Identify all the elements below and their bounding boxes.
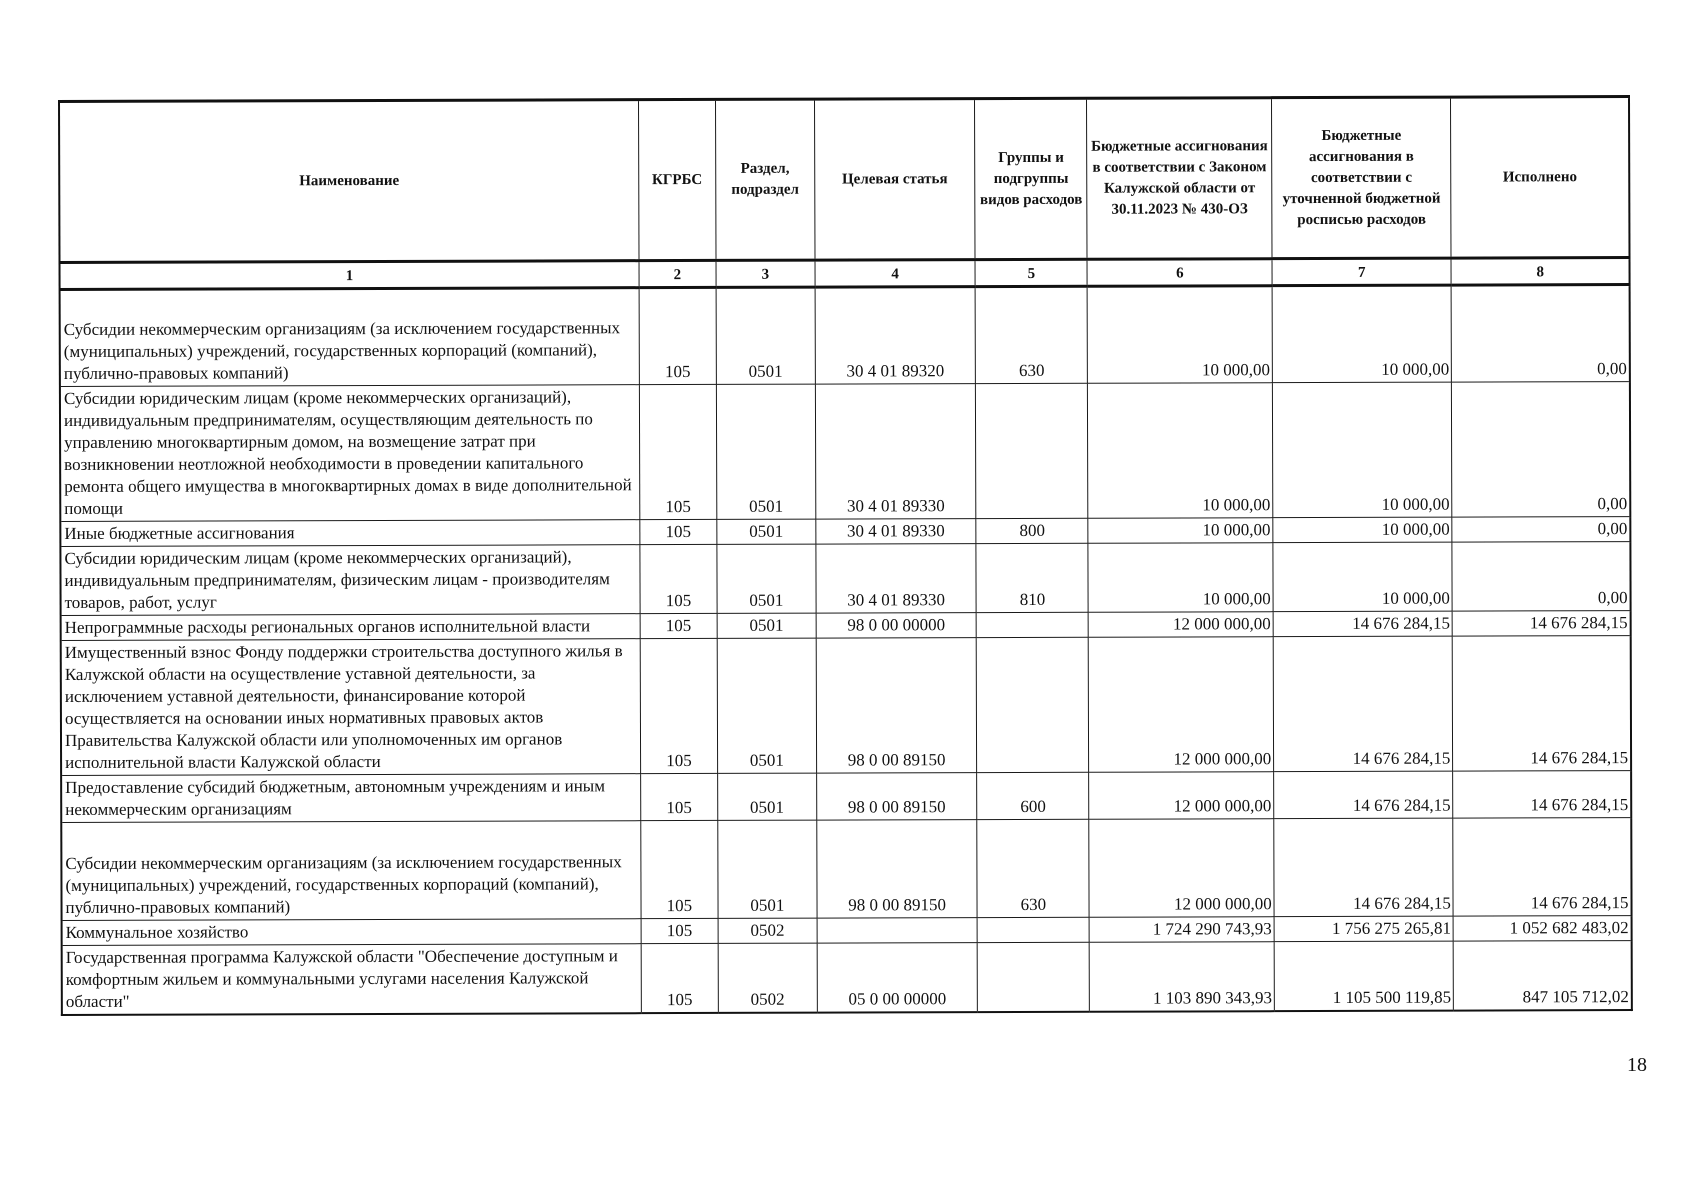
column-header-executed: Исполнено (1451, 97, 1630, 259)
row-law-allocation: 10 000,00 (1088, 518, 1273, 544)
table-row (60, 382, 1630, 522)
page-number: 18 (1627, 1054, 1647, 1076)
column-number: 6 (1087, 259, 1272, 287)
row-section: 0501 (717, 519, 816, 544)
table-row (61, 818, 1631, 921)
row-section: 0501 (718, 820, 817, 918)
row-target-article: 30 4 01 89330 (816, 544, 977, 614)
row-kgrbs: 105 (641, 943, 718, 1013)
row-law-allocation: 12 000 000,00 (1089, 612, 1274, 638)
row-kgrbs: 105 (640, 519, 717, 544)
row-kgrbs: 105 (640, 613, 717, 638)
row-refined-allocation: 1 756 275 265,81 (1274, 916, 1453, 942)
row-executed: 0,00 (1452, 382, 1631, 518)
budget-execution-table (58, 95, 1633, 1016)
row-target-article (817, 918, 978, 944)
column-header-expense-group: Группы и подгруппы видов расходов (975, 98, 1088, 259)
table-row (60, 285, 1630, 387)
row-section: 0501 (716, 384, 815, 519)
row-name: Субсидии некоммерческим организациям (за исключением государственных (муниципальных) учреждений, государственных корпораций (компаний), публично-правовых компаний) (61, 821, 641, 921)
row-executed: 1 052 682 483,02 (1453, 916, 1631, 942)
row-executed: 0,00 (1451, 285, 1629, 383)
row-executed: 14 676 284,15 (1452, 611, 1630, 637)
row-target-article: 98 0 00 00000 (816, 613, 977, 639)
row-executed: 0,00 (1452, 542, 1630, 612)
row-kgrbs: 105 (641, 820, 718, 918)
row-law-allocation: 10 000,00 (1088, 543, 1273, 613)
row-kgrbs: 105 (640, 638, 717, 773)
column-header-refined-allocation: Бюджетные ассигнования в соответствии с уточненной бюджетной росписью расходов (1272, 97, 1452, 259)
column-number: 7 (1272, 258, 1451, 286)
row-executed: 0,00 (1452, 517, 1630, 543)
row-expense-group: 800 (976, 518, 1088, 543)
header-row (59, 97, 1629, 263)
row-section: 0501 (717, 773, 816, 820)
row-expense-group: 600 (977, 772, 1089, 819)
row-law-allocation: 12 000 000,00 (1089, 637, 1274, 773)
row-kgrbs: 105 (641, 918, 718, 943)
row-expense-group (976, 612, 1088, 637)
row-kgrbs: 105 (639, 287, 716, 384)
row-law-allocation: 12 000 000,00 (1089, 819, 1274, 918)
column-header-law-allocation: Бюджетные ассигнования в соответствии с Законом Калужской области от 30.11.2023 № 430-ОЗ (1087, 98, 1272, 260)
row-expense-group (977, 942, 1089, 1012)
row-executed: 14 676 284,15 (1453, 818, 1631, 917)
row-target-article: 98 0 00 89150 (817, 820, 978, 919)
row-section: 0501 (717, 638, 816, 773)
row-kgrbs: 105 (639, 384, 716, 519)
row-section: 0502 (718, 918, 817, 943)
row-refined-allocation: 10 000,00 (1273, 382, 1453, 518)
column-header-target-article: Целевая статья (814, 99, 975, 261)
row-target-article: 98 0 00 89150 (816, 638, 977, 774)
row-name: Иные бюджетные ассигнования (60, 520, 639, 547)
row-refined-allocation: 14 676 284,15 (1273, 611, 1452, 637)
row-executed: 847 105 712,02 (1453, 941, 1631, 1011)
row-expense-group: 630 (977, 819, 1089, 917)
table-row (60, 542, 1630, 616)
row-target-article: 30 4 01 89320 (815, 287, 976, 385)
row-refined-allocation: 14 676 284,15 (1274, 818, 1454, 917)
row-name: Субсидии юридическим лицам (кроме некоммерческих организаций), индивидуальным предпринимателям, осуществляющим деятельность по управлению многоквартирным домом, на возмещение затрат при возникновении неотложной необходимости в проведении капитального ремонта общего имущества в многоквартирных домах в виде дополнительной помощи (60, 385, 640, 522)
row-law-allocation: 12 000 000,00 (1089, 772, 1274, 820)
row-name: Государственная программа Калужской области "Обеспечение доступным и комфортным жильем и коммунальными услугами населения Калужской области" (62, 944, 642, 1015)
row-section: 0501 (716, 287, 815, 384)
row-name: Коммунальное хозяйство (62, 919, 641, 946)
row-law-allocation: 10 000,00 (1088, 286, 1273, 384)
row-name: Имущественный взнос Фонду поддержки строительства доступного жилья в Калужской области на осуществление уставной деятельности, за исключением уставной деятельности, финансирование которой осуществляется на основании иных нормативных правовых актов Правительства Калужской области или уполномоченных им органов исполнительной власти Калужской области (61, 639, 641, 776)
row-executed: 14 676 284,15 (1453, 636, 1632, 772)
row-law-allocation: 1 724 290 743,93 (1090, 917, 1275, 943)
row-name: Субсидии некоммерческим организациям (за исключением государственных (муниципальных) учреждений, государственных корпораций (компаний), публично-правовых компаний) (60, 288, 640, 387)
row-expense-group (976, 637, 1089, 772)
column-number: 3 (716, 260, 815, 287)
row-expense-group (976, 383, 1089, 518)
row-name: Субсидии юридическим лицам (кроме некоммерческих организаций), индивидуальным предпринимателям, физическим лицам - производителям товаров, работ, услуг (60, 545, 640, 616)
column-header-name: Наименование (59, 100, 639, 263)
row-expense-group: 810 (976, 543, 1088, 612)
row-target-article: 30 4 01 89330 (815, 384, 976, 520)
row-executed: 14 676 284,15 (1453, 771, 1631, 819)
column-number: 5 (975, 259, 1087, 286)
row-section: 0501 (717, 544, 816, 613)
column-number: 4 (815, 260, 976, 288)
row-kgrbs: 105 (640, 544, 717, 613)
row-expense-group (977, 917, 1089, 942)
row-refined-allocation: 1 105 500 119,85 (1274, 941, 1453, 1011)
column-number: 1 (60, 261, 639, 290)
row-name: Предоставление субсидий бюджетным, автономным учреждениям и иным некоммерческим организациям (61, 774, 641, 823)
column-header-section: Раздел, подраздел (715, 99, 814, 260)
row-refined-allocation: 10 000,00 (1272, 285, 1452, 383)
row-refined-allocation: 10 000,00 (1273, 517, 1452, 543)
row-name: Непрограммные расходы региональных органов исполнительной власти (61, 614, 640, 641)
row-refined-allocation: 14 676 284,15 (1274, 771, 1453, 819)
row-target-article: 05 0 00 00000 (817, 943, 978, 1013)
row-kgrbs: 105 (641, 773, 718, 820)
row-target-article: 30 4 01 89330 (816, 519, 977, 545)
row-section: 0502 (718, 943, 817, 1013)
table-row (61, 636, 1631, 776)
row-section: 0501 (717, 613, 816, 638)
column-number: 2 (639, 260, 716, 287)
row-law-allocation: 10 000,00 (1088, 383, 1273, 519)
row-target-article: 98 0 00 89150 (816, 773, 977, 821)
row-expense-group: 630 (975, 286, 1087, 383)
table-row (62, 941, 1632, 1015)
row-refined-allocation: 10 000,00 (1273, 542, 1452, 612)
row-refined-allocation: 14 676 284,15 (1273, 636, 1453, 772)
row-law-allocation: 1 103 890 343,93 (1090, 942, 1275, 1012)
column-header-kgrbs: КГРБС (638, 99, 715, 260)
table-row (61, 771, 1631, 823)
column-number: 8 (1451, 258, 1629, 286)
